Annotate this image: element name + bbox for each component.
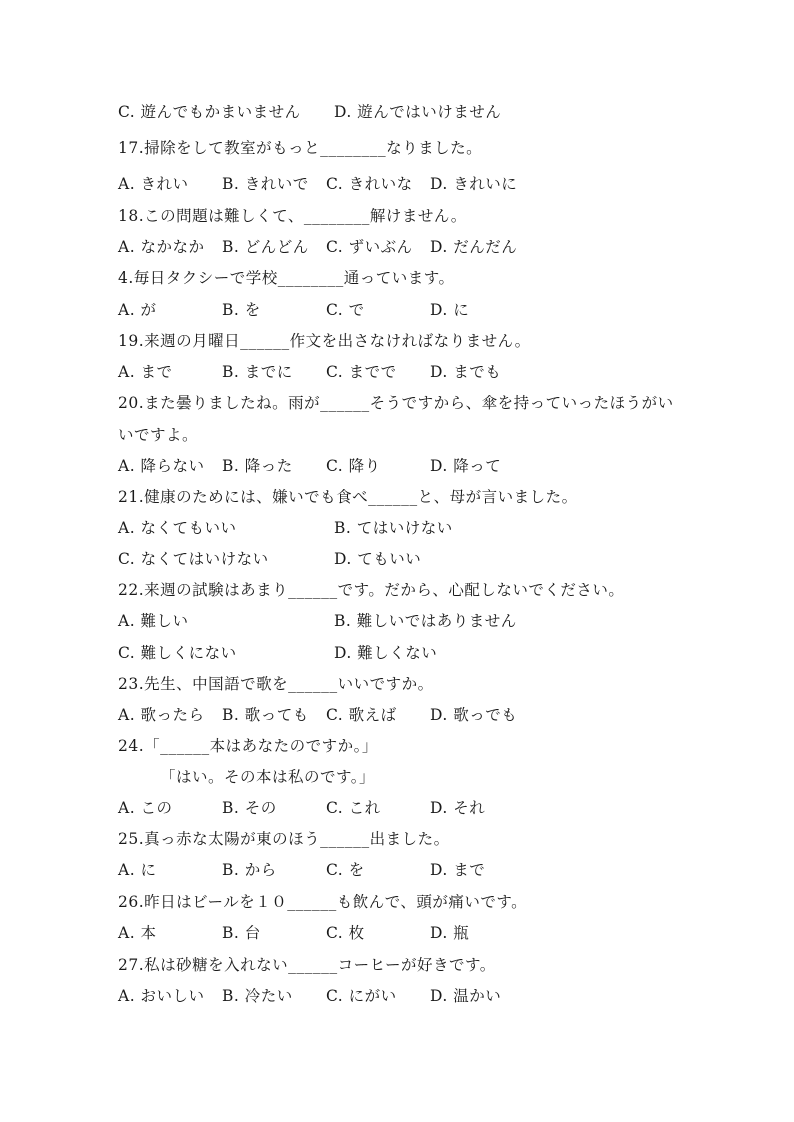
option-a: A. 歌ったら xyxy=(118,706,205,724)
option-c: C. 歌えば xyxy=(326,706,397,724)
option-d: D. てもいい xyxy=(334,550,422,568)
option-c: C. 遊んでもかまいません xyxy=(118,103,301,121)
option-line xyxy=(118,452,501,480)
option-c: C. 難しくにない xyxy=(118,644,237,662)
option-d: D. までも xyxy=(430,363,502,381)
option-b: B. 台 xyxy=(222,924,261,942)
option-line xyxy=(118,296,469,324)
option-d: D. 難しくない xyxy=(334,644,438,662)
option-a: A. おいしい xyxy=(118,987,205,1005)
question-22: 22.来週の試験はあまり______です。だから、心配しないでください。 xyxy=(118,581,625,599)
question-23: 23.先生、中国語で歌を______いいですか。 xyxy=(118,675,434,693)
question-17: 17.掃除をして教室がもっと________なりました。 xyxy=(118,139,483,157)
option-line xyxy=(118,607,517,635)
option-b: B. 難しいではありません xyxy=(334,612,517,630)
option-c: C. これ xyxy=(326,799,381,817)
option-c: C. きれいな xyxy=(326,175,413,193)
question-20-continued: いですよ。 xyxy=(118,426,199,444)
question-19: 19.来週の月曜日______作文を出さなければなりません。 xyxy=(118,332,531,350)
option-a: A. きれい xyxy=(118,175,189,193)
question-20: 20.また曇りましたね。雨が______そうですから、傘を持っていったほうがい xyxy=(118,394,674,412)
option-c: C. までで xyxy=(326,363,397,381)
question-27: 27.私は砂糖を入れない______コーヒーが好きです。 xyxy=(118,956,496,974)
option-a: A. に xyxy=(118,861,157,879)
question-24: 24.「______本はあなたのですか。」 xyxy=(118,737,378,755)
question-21: 21.健康のためには、嫌いでも食べ______と、母が言いました。 xyxy=(118,488,578,506)
option-d: D. それ xyxy=(430,799,486,817)
option-d: D. だんだん xyxy=(430,238,518,256)
option-b: B. 冷たい xyxy=(222,987,293,1005)
option-a: A. 降らない xyxy=(118,457,205,475)
option-line xyxy=(118,98,501,126)
option-b: B. きれいで xyxy=(222,175,309,193)
option-line xyxy=(118,358,501,386)
option-c: C. ずいぶん xyxy=(326,238,413,256)
option-c: C. で xyxy=(326,301,365,319)
option-a: A. なかなか xyxy=(118,238,205,256)
question-25: 25.真っ赤な太陽が東のほう______出ました。 xyxy=(118,830,450,848)
option-c: C. にがい xyxy=(326,987,397,1005)
option-b: B. 歌っても xyxy=(222,706,309,724)
option-d: D. きれいに xyxy=(430,175,518,193)
option-b: B. てはいけない xyxy=(334,519,453,537)
option-c: C. なくてはいけない xyxy=(118,550,269,568)
option-a: A. が xyxy=(118,301,157,319)
option-d: D. 降って xyxy=(430,457,502,475)
option-c: C. 枚 xyxy=(326,924,365,942)
question-24-reply: 「はい。その本は私のです。」 xyxy=(160,768,376,786)
option-d: D. に xyxy=(430,301,470,319)
option-line xyxy=(118,639,437,667)
option-a: A. まで xyxy=(118,363,173,381)
option-line xyxy=(118,919,469,947)
option-line xyxy=(118,856,485,884)
option-d: D. 瓶 xyxy=(430,924,470,942)
option-c: C. を xyxy=(326,861,365,879)
question-4: 4.毎日タクシーで学校________通っています。 xyxy=(118,269,455,287)
option-a: A. この xyxy=(118,799,173,817)
option-a: A. 難しい xyxy=(118,612,189,630)
option-b: B. 降った xyxy=(222,457,293,475)
option-a: A. なくてもいい xyxy=(118,519,237,537)
option-d: D. 温かい xyxy=(430,987,502,1005)
option-b: B. までに xyxy=(222,363,293,381)
option-line xyxy=(118,701,517,729)
option-b: B. その xyxy=(222,799,277,817)
option-a: A. 本 xyxy=(118,924,157,942)
question-26: 26.昨日はビールを１０______も飲んで、頭が痛いです。 xyxy=(118,893,528,911)
option-line xyxy=(118,794,485,822)
option-b: B. を xyxy=(222,301,261,319)
option-d: D. 歌っでも xyxy=(430,706,518,724)
option-line xyxy=(118,170,517,198)
option-line xyxy=(118,982,501,1010)
option-line xyxy=(118,545,421,573)
option-d: D. まで xyxy=(430,861,486,879)
option-b: B. から xyxy=(222,861,277,879)
option-d: D. 遊んではいけません xyxy=(334,103,502,121)
option-line xyxy=(118,514,453,542)
option-c: C. 降り xyxy=(326,457,381,475)
option-b: B. どんどん xyxy=(222,238,309,256)
option-line xyxy=(118,233,517,261)
question-18: 18.この問題は難しくて、________解けません。 xyxy=(118,207,467,225)
